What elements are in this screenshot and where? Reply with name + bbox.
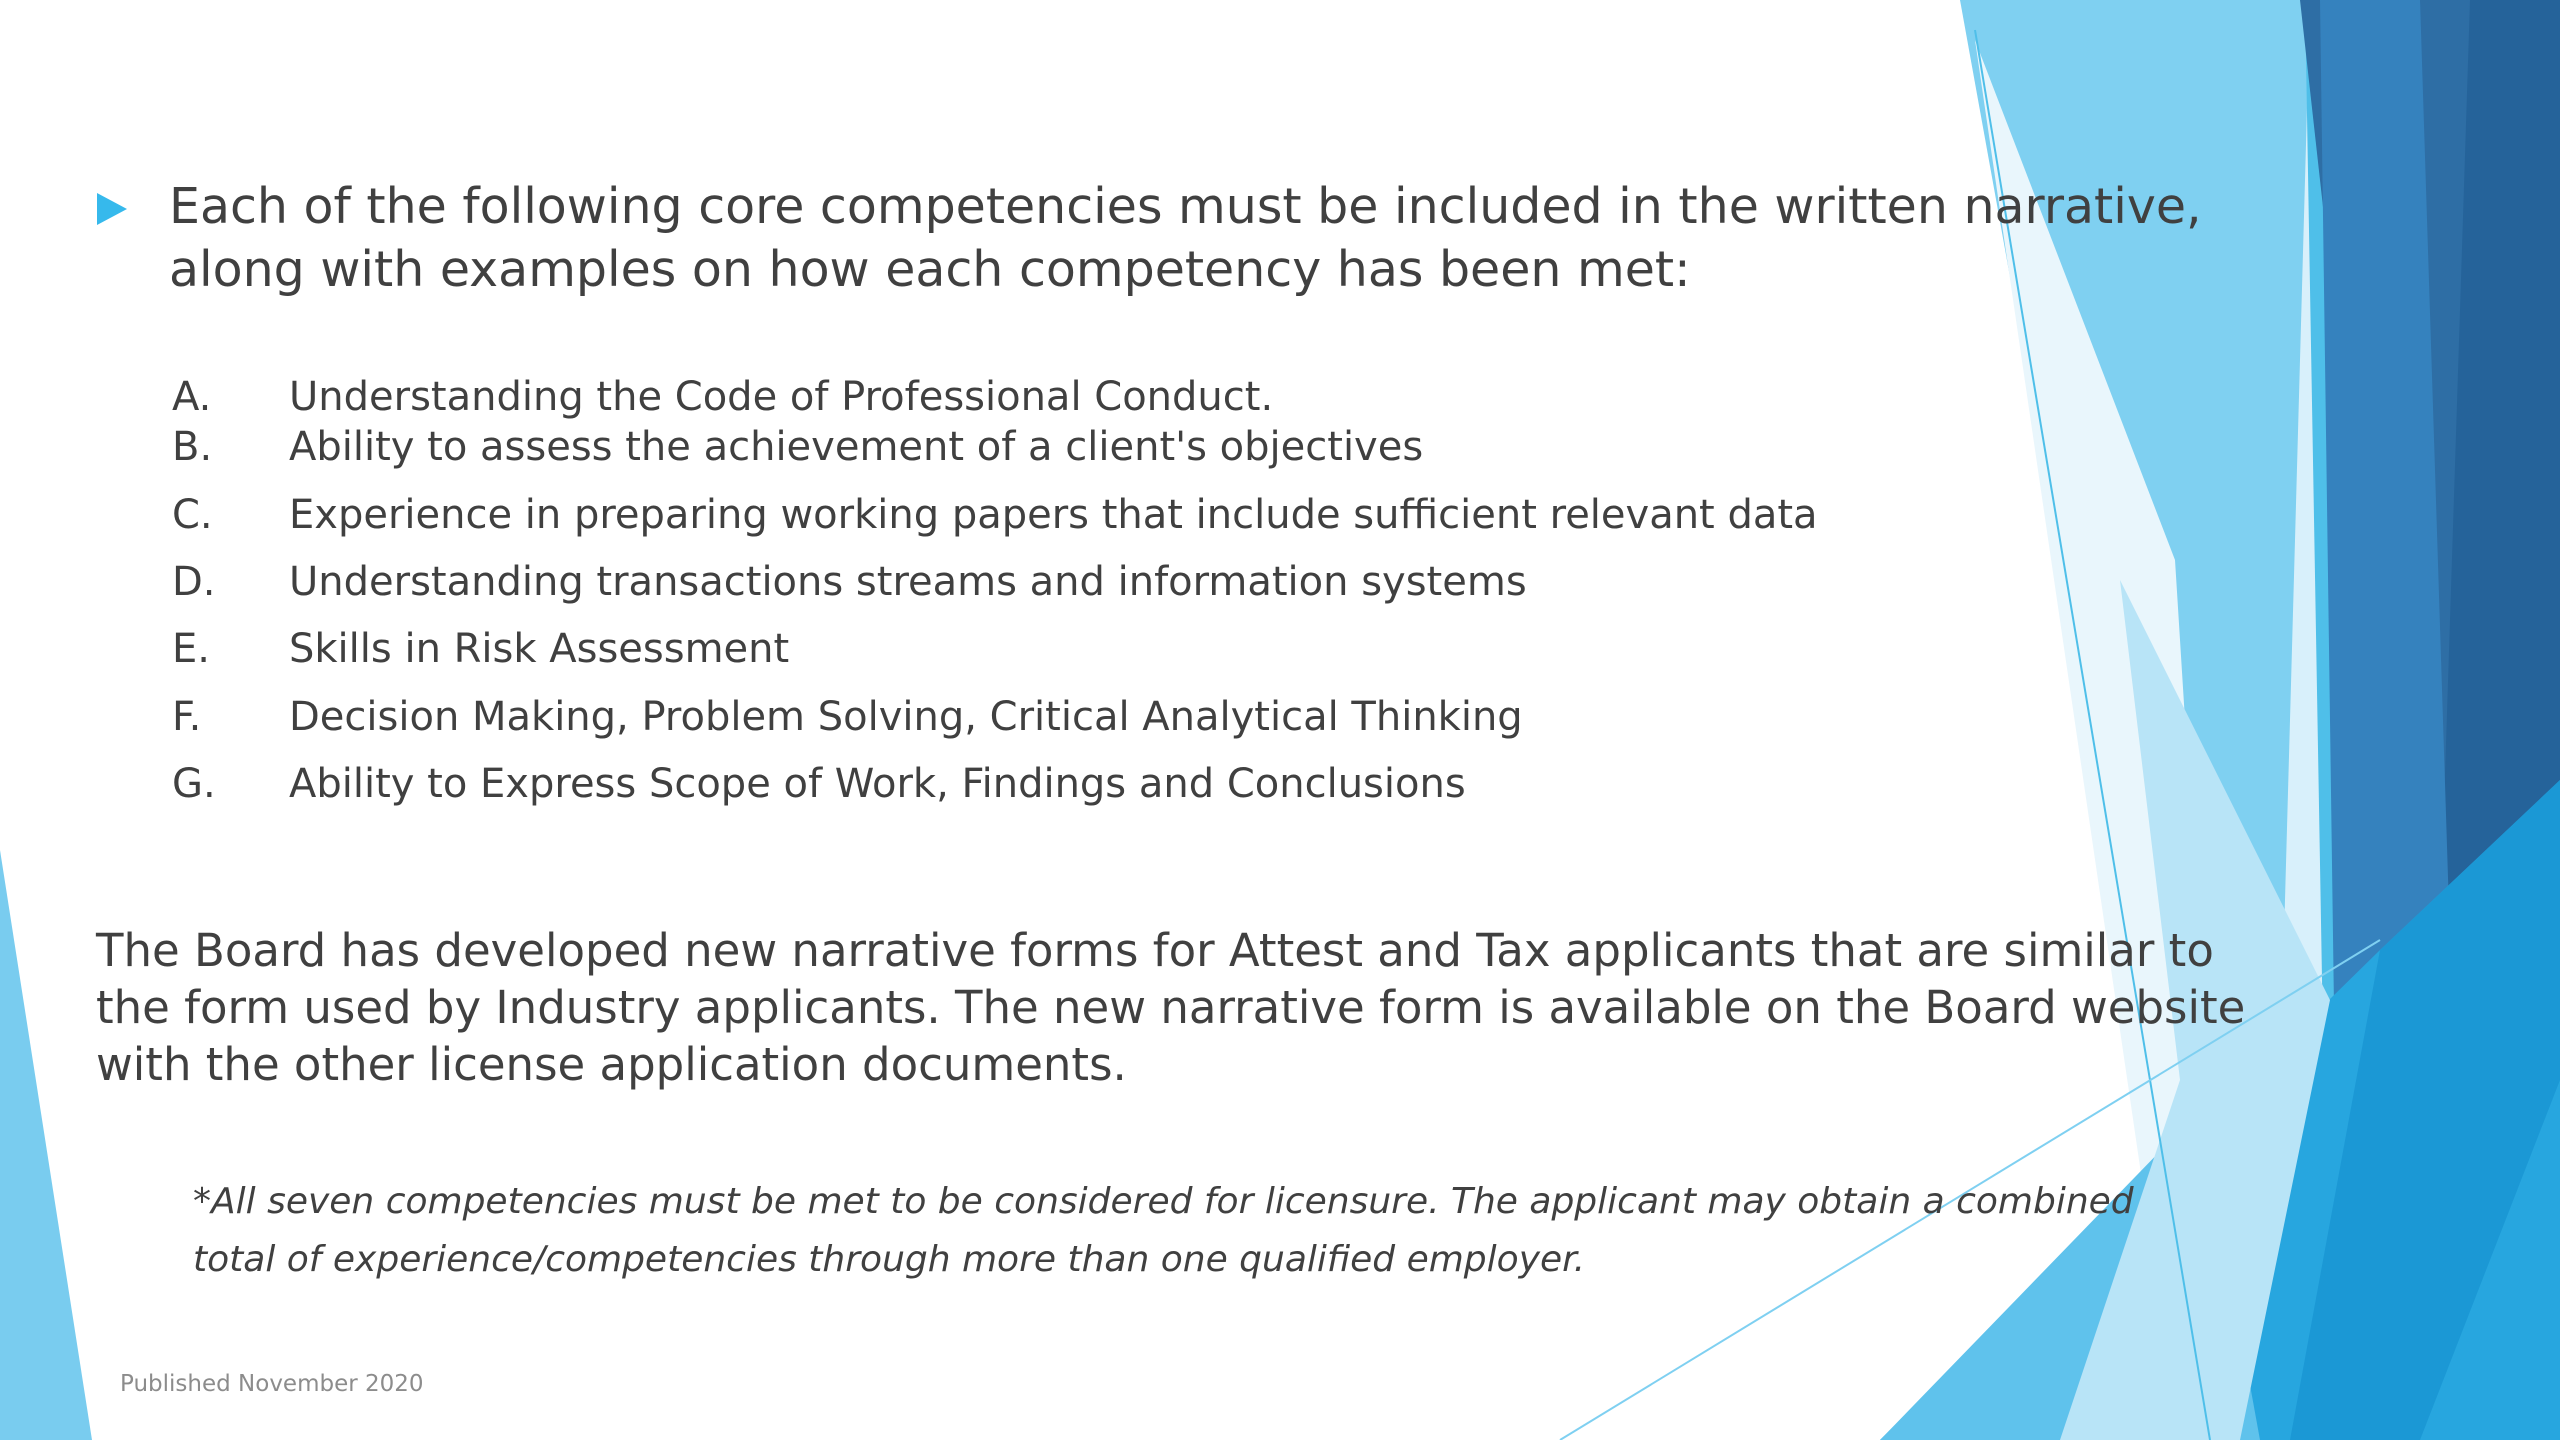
competency-letter: G.	[172, 761, 216, 807]
competency-text: Ability to assess the achievement of a client's objectives	[289, 424, 1424, 470]
competency-item	[172, 624, 1972, 674]
competency-item	[172, 557, 1972, 607]
bullet-arrow-icon	[97, 193, 127, 225]
competency-text: Ability to Express Scope of Work, Findings and Conclusions	[289, 761, 1466, 807]
competency-letter: C.	[172, 492, 213, 538]
published-date: Published November 2020	[120, 1371, 424, 1397]
competency-letter: A.	[172, 374, 212, 420]
facet-left	[0, 850, 92, 1440]
competency-letter: D.	[172, 559, 216, 605]
competency-letter: B.	[172, 424, 213, 470]
competency-item	[172, 422, 1972, 472]
competency-letter: E.	[172, 626, 210, 672]
competency-item	[172, 372, 1972, 422]
competency-item	[172, 490, 1972, 540]
competency-text: Skills in Risk Assessment	[289, 626, 790, 672]
footnote: *All seven competencies must be met to be considered for licensure. The applicant may obtain a combined total of experience/competencies through more than one qualified employer.	[193, 1181, 2134, 1280]
competency-text: Experience in preparing working papers that include sufficient relevant data	[289, 492, 1818, 538]
competency-text: Understanding transactions streams and information systems	[289, 559, 1527, 605]
competency-text: Decision Making, Problem Solving, Critical Analytical Thinking	[289, 694, 1523, 740]
competency-letter: F.	[172, 694, 202, 740]
competency-item	[172, 759, 1972, 809]
competency-item	[172, 692, 1972, 742]
bullet-text: Each of the following core competencies must be included in the written narrative, along with examples on how each competency has been met:	[169, 178, 2202, 298]
competency-text: Understanding the Code of Professional Conduct.	[289, 374, 1274, 420]
board-paragraph: The Board has developed new narrative forms for Attest and Tax applicants that are similar to the form used by Industry applicants. The new narrative form is available on the Board website with the other license application documents.	[96, 924, 2246, 1091]
